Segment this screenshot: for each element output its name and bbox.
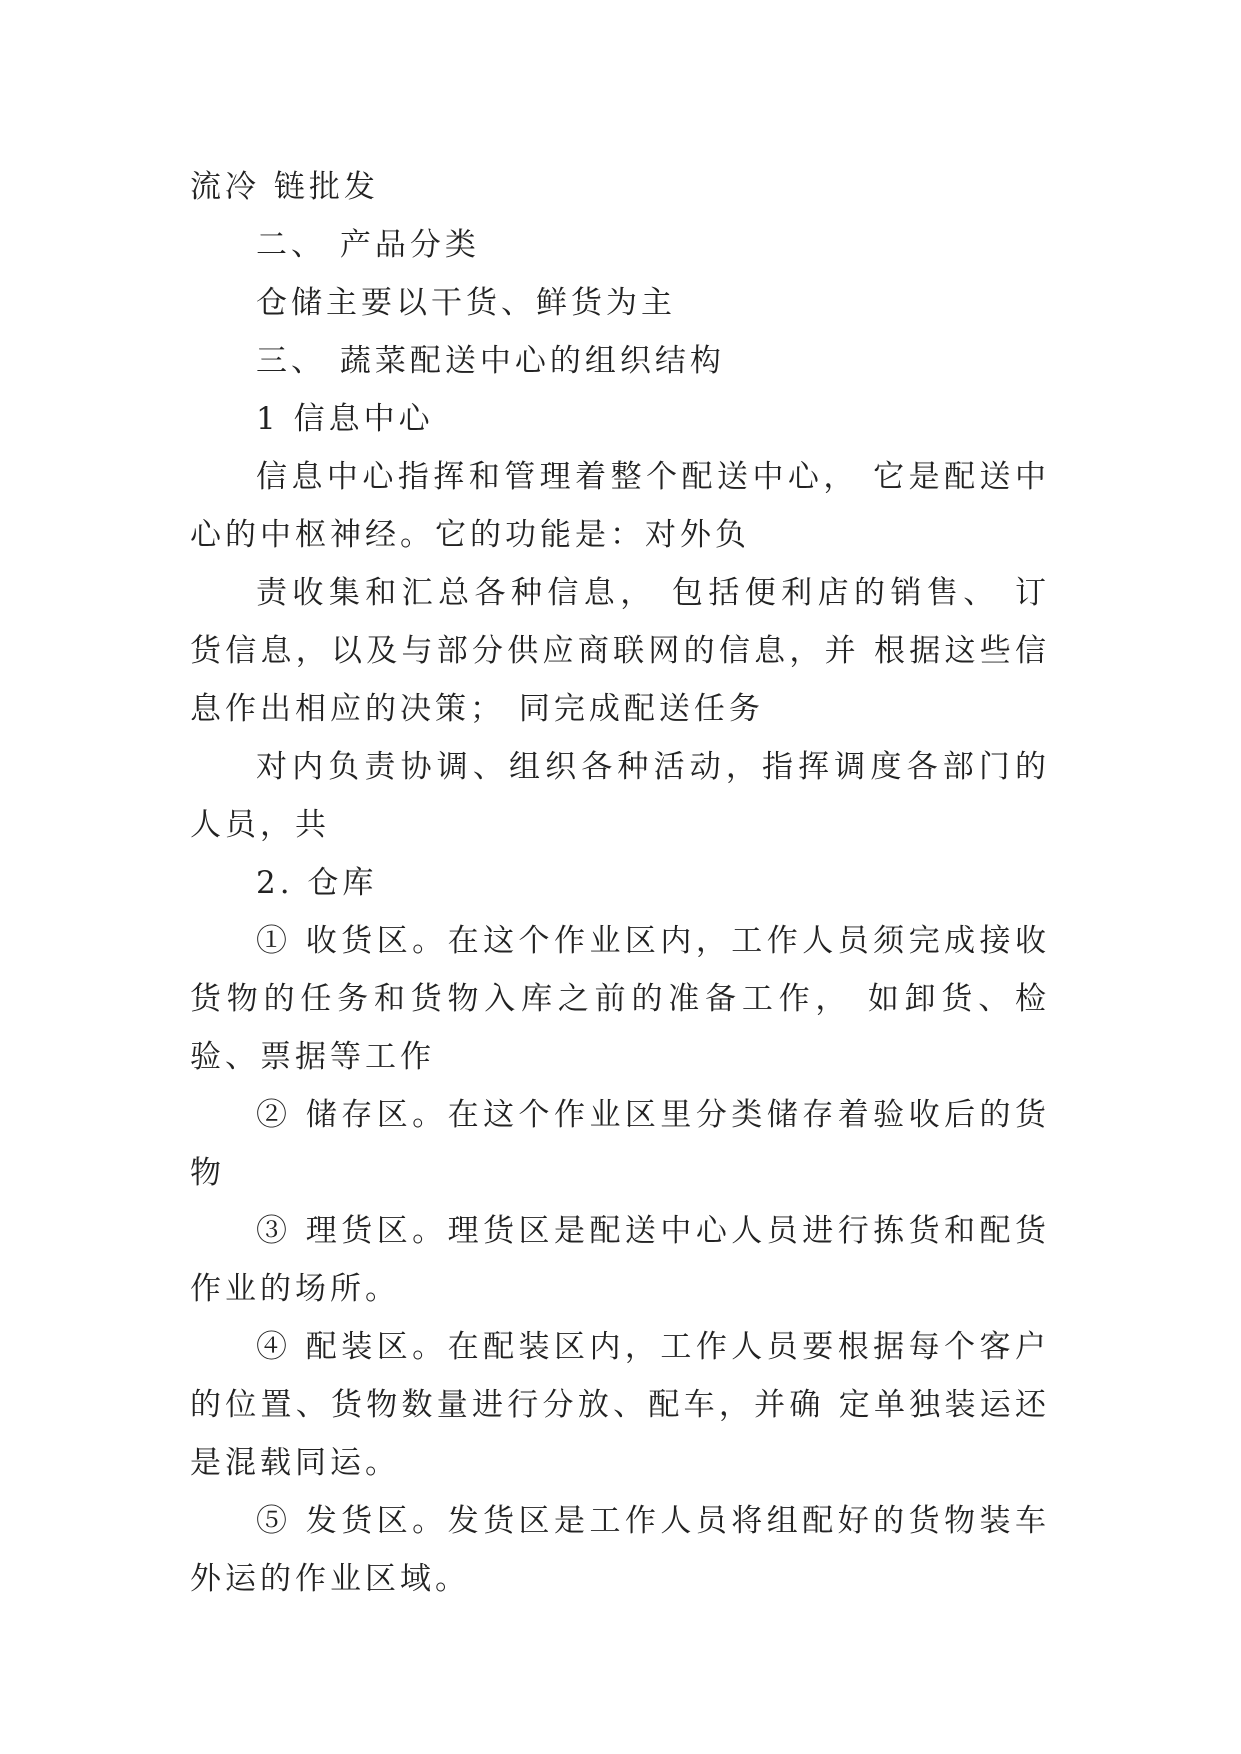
paragraph-cold-chain: 流冷 链批发 — [190, 169, 379, 205]
paragraph-storage-goods: 仓储主要以干货、鲜货为主 — [256, 285, 676, 321]
paragraph-info-center-role: 信息中心指挥和管理着整个配送中心， 它是配送中心的中枢神经。它的功能是：对外负 — [190, 459, 1050, 553]
heading-warehouse: 2. 仓库 — [256, 865, 378, 901]
paragraph-storage-area: ② 储存区。在这个作业区里分类储存着验收后的货物 — [190, 1097, 1050, 1191]
paragraph-shipping-area: ⑤ 发货区。发货区是工作人员将组配好的货物装车外运的作业区域。 — [190, 1503, 1050, 1597]
heading-product-category: 二、 产品分类 — [256, 227, 480, 263]
paragraph-info-collection: 责收集和汇总各种信息， 包括便利店的销售、 订货信息，以及与部分供应商联网的信息，并 根据这些信息作出相应的决策； 同完成配送任务 — [190, 575, 1050, 727]
paragraph-loading-area: ④ 配装区。在配装区内，工作人员要根据每个客户的位置、货物数量进行分放、配车，并确 定单独装运还是混载同运。 — [190, 1329, 1050, 1481]
paragraph-internal-coordination: 对内负责协调、组织各种活动，指挥调度各部门的人员，共 — [190, 749, 1050, 843]
paragraph-receiving-area: ① 收货区。在这个作业区内，工作人员须完成接收货物的任务和货物入库之前的准备工作， 如卸货、检验、票据等工作 — [190, 923, 1050, 1075]
document-body — [190, 158, 1050, 1608]
heading-info-center: 1 信息中心 — [256, 401, 434, 437]
paragraph-sorting-area: ③ 理货区。理货区是配送中心人员进行拣货和配货作业的场所。 — [190, 1213, 1050, 1307]
heading-org-structure: 三、 蔬菜配送中心的组织结构 — [256, 343, 725, 379]
